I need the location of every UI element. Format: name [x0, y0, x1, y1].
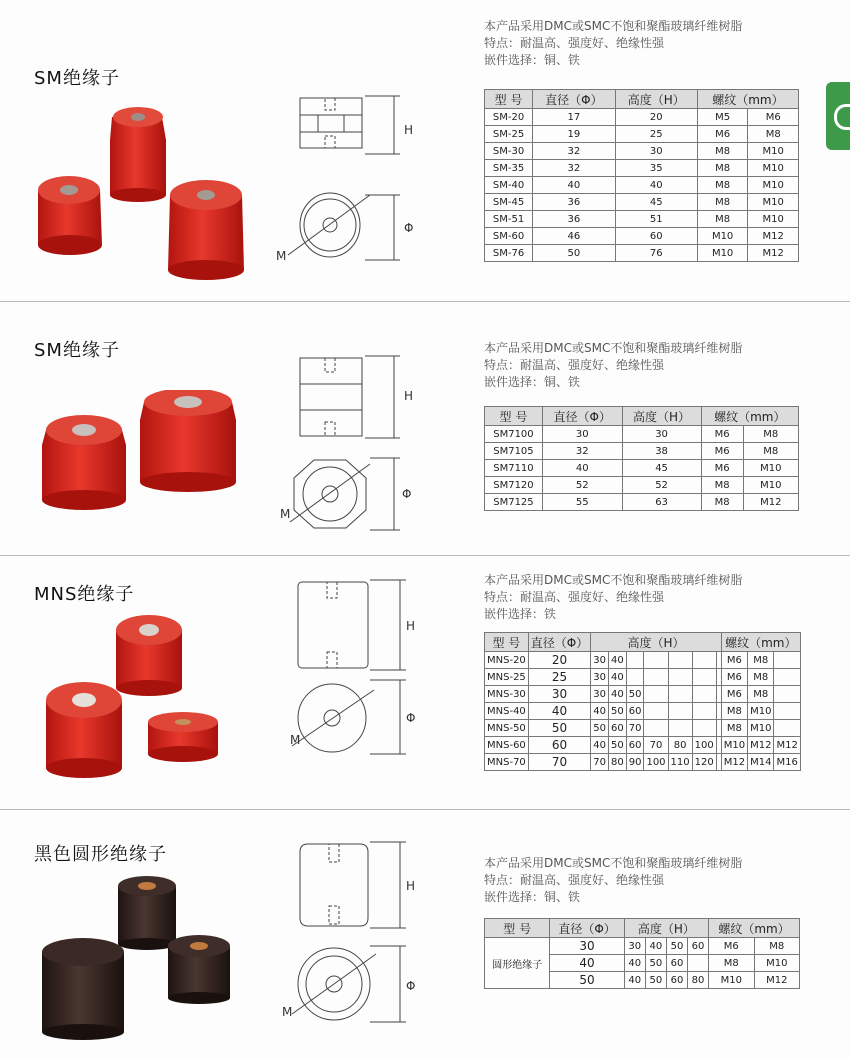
cell-diameter: 40: [550, 955, 624, 972]
cell-height: 52: [622, 477, 701, 494]
cell-model: MNS-60: [485, 737, 529, 754]
cell-height: 60: [666, 955, 687, 972]
cell-height: 70: [591, 754, 609, 771]
cell-height: [668, 703, 692, 720]
header-diameter: 直径（Φ）: [542, 407, 622, 426]
cell-diameter: 50: [533, 245, 616, 262]
cell-model: SM7125: [485, 494, 543, 511]
table-row: [485, 754, 801, 771]
cell-height: 120: [692, 754, 716, 771]
spec-table: [484, 918, 800, 989]
label-h: H: [406, 619, 416, 633]
insulator-2: [140, 390, 236, 492]
cell-height: 30: [622, 426, 701, 443]
table-row: [485, 652, 801, 669]
cell-thread: M8: [697, 194, 748, 211]
label-phi: Φ: [406, 979, 416, 993]
cell-height: 80: [668, 737, 692, 754]
cell-model: SM7110: [485, 460, 543, 477]
cell-height: 100: [644, 754, 668, 771]
header-model: 型 号: [485, 919, 550, 938]
cell-model: SM-76: [485, 245, 533, 262]
cell-diameter: 40: [542, 460, 622, 477]
cell-thread: M10: [748, 177, 799, 194]
cell-height: 40: [645, 938, 666, 955]
cell-height: [668, 669, 692, 686]
cell-height: 60: [688, 938, 709, 955]
cell-diameter: 30: [542, 426, 622, 443]
cell-height: 40: [608, 652, 626, 669]
cell-height: 70: [626, 720, 644, 737]
cell-thread: [774, 703, 800, 720]
desc-line: 嵌件选择：铜、铁: [484, 890, 581, 904]
cell-height: 60: [666, 972, 687, 989]
cell-thread: M6: [697, 126, 748, 143]
cell-thread: M10: [748, 211, 799, 228]
label-h: H: [404, 123, 414, 137]
cell-height: 80: [688, 972, 709, 989]
table-row: [485, 426, 799, 443]
technical-drawing: [270, 90, 430, 270]
table-row: [485, 477, 799, 494]
cell-height: 50: [591, 720, 609, 737]
cell-model: SM-25: [485, 126, 533, 143]
cell-thread: M10: [743, 477, 798, 494]
section-description: [484, 855, 742, 906]
table-row: [485, 245, 799, 262]
cell-height: 90: [626, 754, 644, 771]
cell-diameter: 32: [533, 143, 616, 160]
cell-diameter: 36: [533, 194, 616, 211]
label-h: H: [404, 389, 414, 403]
header-height: 高度（H）: [624, 919, 708, 938]
table-row: [485, 720, 801, 737]
cell-diameter: 19: [533, 126, 616, 143]
table-row: [485, 126, 799, 143]
cell-height: 50: [608, 737, 626, 754]
cell-thread: M8: [748, 652, 774, 669]
header-thread: 螺纹（mm）: [721, 633, 800, 652]
cell-height: [668, 652, 692, 669]
cell-thread: M8: [721, 720, 747, 737]
desc-line: 特点：耐温高、强度好、绝缘性强: [484, 590, 665, 604]
label-phi: Φ: [402, 487, 412, 501]
technical-drawing: [270, 352, 430, 532]
cell-height: 40: [624, 972, 645, 989]
desc-line: 本产品采用DMC或SMC不饱和聚酯玻璃纤维树脂: [484, 856, 743, 870]
cell-thread: M8: [743, 443, 798, 460]
cell-height: 40: [591, 703, 609, 720]
cell-height: [668, 686, 692, 703]
header-height: 高度（H）: [591, 633, 721, 652]
divider: [0, 809, 850, 810]
desc-line: 嵌件选择：铜、铁: [484, 375, 581, 389]
cell-height: 38: [622, 443, 701, 460]
cell-thread: M6: [721, 652, 747, 669]
section-title: SM绝缘子: [34, 68, 120, 89]
cell-height: 51: [615, 211, 697, 228]
cell-height: [692, 652, 716, 669]
table-row: [485, 109, 799, 126]
cell-height: 110: [668, 754, 692, 771]
label-phi: Φ: [406, 711, 416, 725]
label-h: H: [406, 879, 416, 893]
cell-thread: M10: [743, 460, 798, 477]
cell-thread: M6: [701, 460, 743, 477]
desc-line: 特点：耐温高、强度好、绝缘性强: [484, 358, 665, 372]
cell-model: SM-30: [485, 143, 533, 160]
cell-thread: M10: [748, 194, 799, 211]
cell-thread: M12: [748, 245, 799, 262]
cell-height: 30: [624, 938, 645, 955]
cell-model: SM7120: [485, 477, 543, 494]
cell-thread: M12: [721, 754, 747, 771]
cell-height: 76: [615, 245, 697, 262]
insulator-2: [168, 935, 230, 1004]
cell-thread: M10: [748, 143, 799, 160]
cell-model: SM7100: [485, 426, 543, 443]
cell-height: 30: [591, 686, 609, 703]
table-row: [485, 177, 799, 194]
cell-height: [692, 720, 716, 737]
cell-height: 100: [692, 737, 716, 754]
cell-thread: M5: [697, 109, 748, 126]
insulator-3: [148, 712, 218, 762]
cell-thread: M6: [721, 669, 747, 686]
cell-thread: M8: [697, 160, 748, 177]
section-description: [484, 340, 742, 391]
cell-height: [668, 720, 692, 737]
header-diameter: 直径（Φ）: [550, 919, 624, 938]
section-title: 黑色圆形绝缘子: [34, 844, 167, 865]
cell-height: [692, 703, 716, 720]
cell-height: 40: [591, 737, 609, 754]
cell-height: [626, 669, 644, 686]
cell-thread: M10: [748, 720, 774, 737]
cell-diameter: 40: [528, 703, 590, 720]
label-m: M: [280, 507, 291, 521]
cell-thread: M10: [754, 955, 799, 972]
table-row: [485, 194, 799, 211]
cell-height: 60: [608, 720, 626, 737]
cell-thread: [774, 652, 800, 669]
desc-line: 嵌件选择：铜、铁: [484, 53, 581, 67]
header-thread: 螺纹（mm）: [701, 407, 798, 426]
desc-line: 特点：耐温高、强度好、绝缘性强: [484, 873, 665, 887]
product-photo: [36, 390, 246, 535]
cell-thread: M12: [774, 737, 800, 754]
cell-thread: M10: [721, 737, 747, 754]
cell-height: 50: [666, 938, 687, 955]
insulator-1: [42, 415, 126, 510]
cell-height: 80: [608, 754, 626, 771]
cell-height: 63: [622, 494, 701, 511]
table-row: [485, 938, 800, 955]
cell-thread: M6: [748, 109, 799, 126]
header-diameter: 直径（Φ）: [533, 90, 616, 109]
desc-line: 本产品采用DMC或SMC不饱和聚酯玻璃纤维树脂: [484, 573, 743, 587]
insulator-2: [46, 682, 122, 778]
cell-thread: M8: [697, 143, 748, 160]
cell-height: [644, 703, 668, 720]
cell-height: [644, 669, 668, 686]
cell-height: [692, 669, 716, 686]
cell-diameter: 46: [533, 228, 616, 245]
cell-model: 圆形绝缘子: [485, 938, 550, 989]
cell-thread: [774, 686, 800, 703]
cell-thread: M10: [697, 228, 748, 245]
cell-diameter: 17: [533, 109, 616, 126]
cell-model: MNS-30: [485, 686, 529, 703]
table-row: [485, 143, 799, 160]
cell-height: 60: [626, 703, 644, 720]
cell-model: MNS-40: [485, 703, 529, 720]
label-m: M: [276, 249, 287, 263]
cell-model: SM-20: [485, 109, 533, 126]
cell-height: 50: [645, 972, 666, 989]
cell-thread: M12: [754, 972, 799, 989]
side-tab: [826, 82, 850, 150]
cell-diameter: 32: [542, 443, 622, 460]
cell-height: 45: [622, 460, 701, 477]
cell-thread: M8: [743, 426, 798, 443]
cell-thread: M14: [748, 754, 774, 771]
cell-diameter: 50: [550, 972, 624, 989]
cell-diameter: 36: [533, 211, 616, 228]
insulator-2: [38, 176, 102, 255]
cell-thread: M10: [748, 703, 774, 720]
cell-thread: M8: [748, 126, 799, 143]
cell-height: 50: [608, 703, 626, 720]
table-row: [485, 669, 801, 686]
table-row: [485, 160, 799, 177]
cell-diameter: 50: [528, 720, 590, 737]
table-row: [485, 460, 799, 477]
desc-line: 特点：耐温高、强度好、绝缘性强: [484, 36, 665, 50]
header-model: 型 号: [485, 633, 529, 652]
cell-thread: M6: [721, 686, 747, 703]
cell-model: SM-35: [485, 160, 533, 177]
cell-thread: M8: [701, 494, 743, 511]
section-description: [484, 572, 742, 623]
cell-thread: M12: [743, 494, 798, 511]
insulator-3: [42, 938, 124, 1040]
cell-height: 40: [624, 955, 645, 972]
cell-height: 30: [591, 652, 609, 669]
divider: [0, 555, 850, 556]
cell-thread: M12: [748, 228, 799, 245]
cell-height: 50: [626, 686, 644, 703]
technical-drawing: [270, 838, 430, 1028]
insulator-1: [118, 876, 176, 950]
table-row: [485, 211, 799, 228]
cell-height: [644, 686, 668, 703]
cell-height: 40: [608, 669, 626, 686]
cell-diameter: 60: [528, 737, 590, 754]
section-description: [484, 18, 742, 69]
cell-height: 25: [615, 126, 697, 143]
cell-thread: [774, 720, 800, 737]
spec-table: [484, 406, 799, 511]
technical-drawing: [270, 576, 430, 761]
header-height: 高度（H）: [622, 407, 701, 426]
cell-diameter: 20: [528, 652, 590, 669]
table-row: [485, 703, 801, 720]
cell-thread: M12: [748, 737, 774, 754]
cell-diameter: 25: [528, 669, 590, 686]
cell-model: SM-51: [485, 211, 533, 228]
cell-thread: M8: [697, 177, 748, 194]
table-row: [485, 686, 801, 703]
cell-diameter: 40: [533, 177, 616, 194]
cell-diameter: 55: [542, 494, 622, 511]
cell-thread: M8: [748, 669, 774, 686]
cell-height: [688, 955, 709, 972]
cell-height: 70: [644, 737, 668, 754]
spec-table: [484, 89, 799, 262]
section-title: SM绝缘子: [34, 340, 120, 361]
cell-diameter: 70: [528, 754, 590, 771]
cell-model: MNS-70: [485, 754, 529, 771]
desc-line: 嵌件选择：铁: [484, 607, 557, 621]
header-model: 型 号: [485, 90, 533, 109]
cell-thread: M8: [721, 703, 747, 720]
cell-height: 35: [615, 160, 697, 177]
cell-diameter: 30: [550, 938, 624, 955]
cell-height: [626, 652, 644, 669]
cell-thread: M16: [774, 754, 800, 771]
cell-model: SM-40: [485, 177, 533, 194]
insulator-1: [110, 107, 166, 202]
spec-table: [484, 632, 801, 771]
cell-model: MNS-25: [485, 669, 529, 686]
header-thread: 螺纹（mm）: [709, 919, 800, 938]
cell-height: 20: [615, 109, 697, 126]
cell-thread: M10: [697, 245, 748, 262]
cell-model: MNS-20: [485, 652, 529, 669]
cell-model: SM-45: [485, 194, 533, 211]
cell-model: SM7105: [485, 443, 543, 460]
header-diameter: 直径（Φ）: [528, 633, 590, 652]
table-row: [485, 737, 801, 754]
cell-height: 40: [608, 686, 626, 703]
cell-height: 40: [615, 177, 697, 194]
header-height: 高度（H）: [615, 90, 697, 109]
desc-line: 本产品采用DMC或SMC不饱和聚酯玻璃纤维树脂: [484, 19, 743, 33]
cell-height: 30: [591, 669, 609, 686]
product-photo: [40, 610, 230, 790]
cell-thread: M10: [709, 972, 754, 989]
cell-model: MNS-50: [485, 720, 529, 737]
divider: [0, 301, 850, 302]
table-row: [485, 228, 799, 245]
cell-thread: M6: [701, 426, 743, 443]
cell-height: 50: [645, 955, 666, 972]
cell-height: 60: [626, 737, 644, 754]
insulator-3: [168, 180, 244, 280]
label-m: M: [282, 1005, 293, 1019]
header-model: 型 号: [485, 407, 543, 426]
cell-model: SM-60: [485, 228, 533, 245]
table-row: [485, 494, 799, 511]
cell-diameter: 52: [542, 477, 622, 494]
cell-thread: M8: [701, 477, 743, 494]
cell-height: 60: [615, 228, 697, 245]
cell-height: 30: [615, 143, 697, 160]
table-row: [485, 443, 799, 460]
cell-thread: M6: [709, 938, 754, 955]
cell-height: [644, 652, 668, 669]
product-photo: [38, 872, 238, 1042]
section-title: MNS绝缘子: [34, 584, 135, 605]
cell-height: [644, 720, 668, 737]
label-phi: Φ: [404, 221, 414, 235]
cell-thread: M10: [748, 160, 799, 177]
cell-thread: M8: [748, 686, 774, 703]
header-thread: 螺纹（mm）: [697, 90, 798, 109]
cell-thread: M6: [701, 443, 743, 460]
cell-diameter: 30: [528, 686, 590, 703]
cell-thread: M8: [754, 938, 799, 955]
cell-diameter: 32: [533, 160, 616, 177]
cell-height: [692, 686, 716, 703]
product-photo: [30, 95, 260, 285]
cell-thread: M8: [709, 955, 754, 972]
cell-height: 45: [615, 194, 697, 211]
desc-line: 本产品采用DMC或SMC不饱和聚酯玻璃纤维树脂: [484, 341, 743, 355]
label-m: M: [290, 733, 301, 747]
cell-thread: M8: [697, 211, 748, 228]
cell-thread: [774, 669, 800, 686]
insulator-1: [116, 615, 182, 696]
